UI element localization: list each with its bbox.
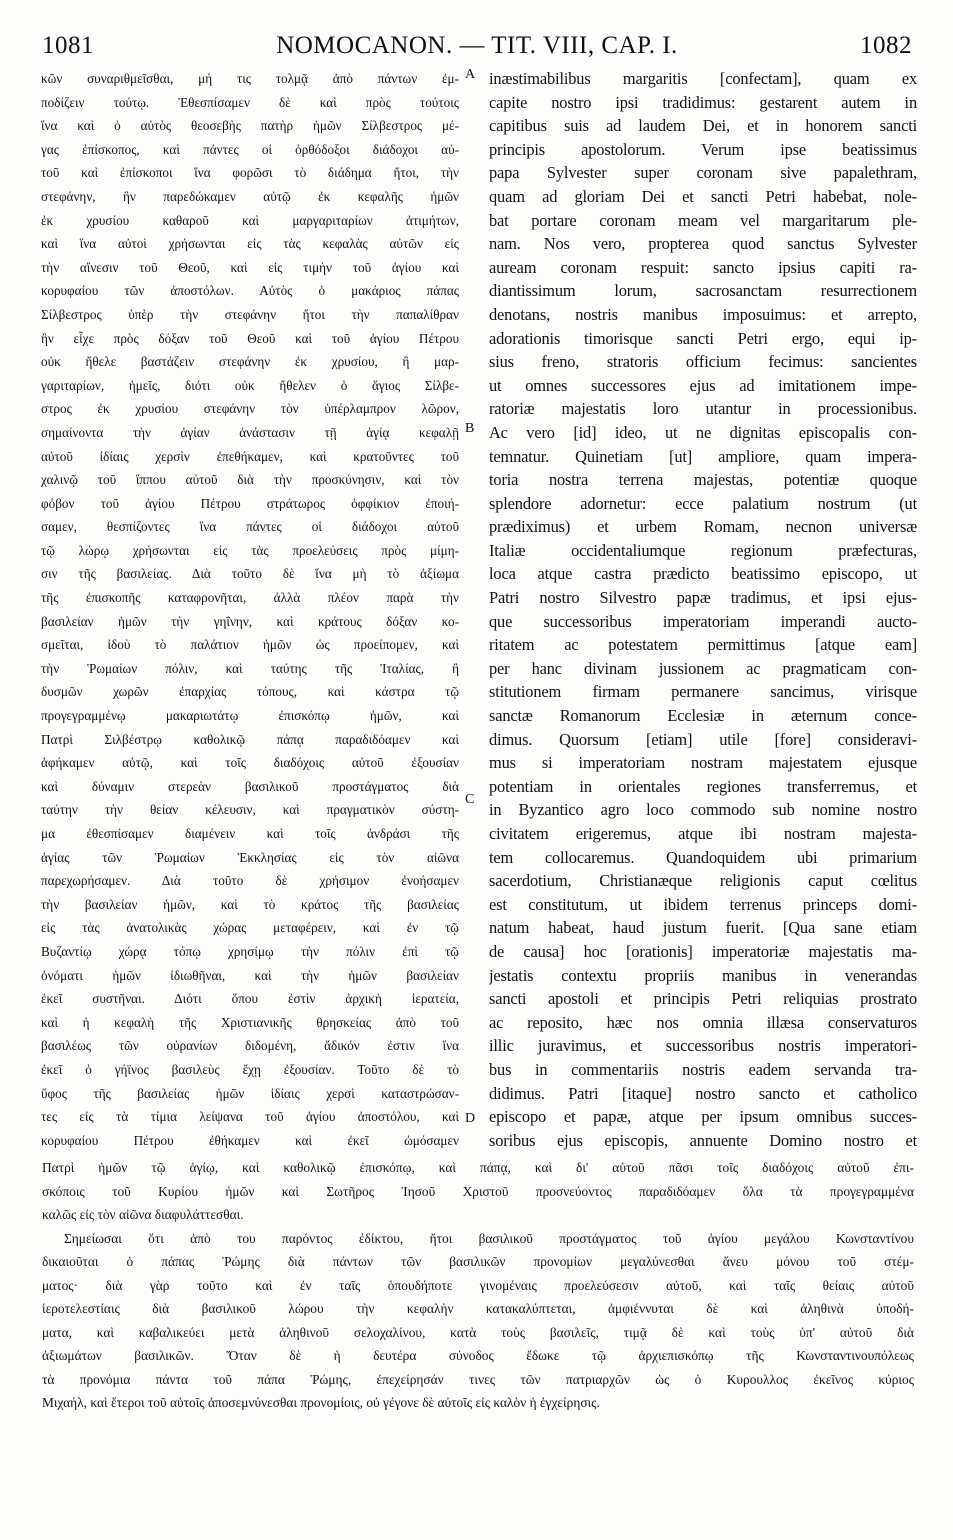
latin-text-line: principis apostolorum. Verum ipse beatissimus [489, 139, 917, 159]
greek-text-line: σμεῖται, ἰδοὺ τὸ παλάτιον ἡμῶν ὡς προείπομεν, καὶ [41, 637, 459, 653]
latin-text-line: Italiæ occidentaliumque regionum præfecturas, [489, 540, 917, 560]
greek-text-line: φόβον τοῦ ἁγίου Πέτρου στράτωρος ὀφφίκιον ἐποιή- [41, 495, 459, 511]
greek-text-line: ἁγίας τῶν Ῥωμαίων Ἐκκλησίας εἰς τὸν αἰῶνα [41, 849, 459, 865]
greek-text-line [41, 1152, 459, 1154]
latin-text-line: potentiam in orientales regiones transferremus, et [489, 776, 917, 796]
running-title: NOMOCANON. — TIT. VIII, CAP. I. [276, 32, 678, 59]
latin-text-line: jestatis contextu propriis manibus in venerandas [489, 965, 917, 985]
greek-text-line: στρος ἐκ χρυσίου στεφάνην τὸν ὑπέρλαμπρον λῶρον, [41, 401, 459, 417]
bottom-text-line: ματος· διὰ γὰρ τοῦτο καὶ ἐν ταῖς ὁπουδήποτε γινομέναις προελεύσεσιν αὐτοῦ, καὶ ταῖς θείαις αὐτοῦ [42, 1277, 914, 1293]
greek-text-line: σαμεν, θεσπίζοντες ἵνα πάντες οἱ διάδοχοι αὐτοῦ [41, 519, 459, 535]
bottom-text-line: δικαιοῦται ὁ πάπας Ῥώμης διὰ πάντων τῶν βασιλικῶν προνομίων μεγαλύνεσθαι ἄνευ μόνου τοῦ στέμ- [42, 1254, 914, 1269]
greek-text-line: χαλινῷ τοῦ ἵππου αὐτοῦ διὰ τὴν προσκύνησιν, καὶ τὸν [41, 472, 459, 488]
bottom-text-line: Πατρὶ ἡμῶν τῷ ἁγίῳ, καὶ καθολικῷ ἐπισκόπῳ, καὶ πάπᾳ, καὶ δι' αὐτοῦ πᾶσι τοῖς διαδόχοις αὐτοῦ ἐπι- [42, 1160, 914, 1175]
greek-text-line: κῶν συναριθμεῖσθαι, μή τις τολμᾷ ἀπὸ πάντων ἐμ- [41, 71, 459, 86]
greek-text-line: αὐτοῦ ἰδίαις χερσὶν ἐπεθήκαμεν, καὶ κρατοῦντες τοῦ [41, 448, 459, 464]
latin-text-line: per hanc divinam jussionem ac pragmaticam con- [489, 658, 917, 678]
greek-text-line: παρεχωρήσαμεν. Διὰ τοῦτο δὲ χρήσιμον ἐνοήσαμεν [41, 873, 459, 889]
greek-text-line: κορυφαίου τῶν ἀποστόλων. Αὐτὸς ὁ μακάριος πάπας [41, 283, 459, 299]
latin-text-line: ut omnes successores ejus ad imitationem impe- [489, 375, 917, 395]
bottom-text-line: σκόποις τοῦ Κυρίου ἡμῶν καὶ Σωτῆρος Ἰησοῦ Χριστοῦ προσνεύοντος παραδιδόαμεν ὅλα τὰ προγεγραμμένα [42, 1183, 914, 1199]
latin-text-line: tem collocaremus. Quandoquidem ubi primarium [489, 847, 917, 867]
page-number-left: 1081 [42, 32, 94, 59]
greek-text-line: σιν τῆς βασιλείας. Διὰ τοῦτο δὲ ἵνα μὴ τὸ ἀξίωμα [41, 566, 459, 582]
latin-text-line: temnatur. Quinetiam [ut] ampliore, quam impera- [489, 446, 917, 466]
bottom-full-width-text [42, 1156, 914, 1415]
latin-text-line: in Byzantico agro loco commodo sub nomine nostro [489, 800, 917, 820]
page-number-right: 1082 [860, 32, 912, 59]
latin-text-line: toria nostra terrena majestas, potentiæ quoque [489, 470, 917, 490]
latin-text-line: bat portare coronam meam vel margaritarum ple- [489, 210, 917, 230]
latin-text-line: capite nostro ipsi tradidimus: gestarent autem in [489, 92, 917, 112]
margin-marker-d: D [465, 1111, 476, 1126]
latin-text-line: splendore adornetur: ecce palatium nostrum (ut [489, 493, 917, 513]
greek-text-line: κορυφαίου Πέτρου ἐθήκαμεν καὶ ἐκεῖ ὠμόσαμεν [41, 1132, 459, 1148]
latin-text-line: episcopo et papæ, atque per ipsum omnibus succes- [489, 1107, 917, 1127]
greek-text-line: τες εἰς τὰ τίμια λείψανα τοῦ ἁγίου ἀποστόλου, καὶ [41, 1109, 459, 1125]
latin-text-line: sancti apostoli et principis Petri reliquias prostrato [489, 989, 917, 1009]
greek-text-line: ἀφήκαμεν αὐτῷ, καὶ τοῖς διαδόχοις αὐτοῦ ἐξουσίαν [41, 755, 459, 771]
latin-text-line: sanctæ Romanorum Ecclesiæ in æternum conce- [489, 706, 917, 726]
latin-text-line: sius freno, stratoris officium fecimus: sancientes [489, 352, 917, 372]
greek-text-line: γας ἐπίσκοπος, καὶ πάντες οἱ ὀρθόδοξοι διάδοχοι αὐ- [41, 141, 459, 157]
latin-text-line: didimus. Patri [itaque] nostro sancto et catholico [489, 1083, 917, 1103]
margin-marker-b: B [465, 421, 475, 436]
latin-text-line: Ac vero [id] ideo, ut ne dignitas episcopalis con- [489, 422, 917, 442]
latin-text-line: est constitutum, ut ibidem terrenus princeps domi- [489, 894, 917, 914]
greek-text-line: σημαίνοντα τὴν ἁγίαν ἀνάστασιν τῇ ἁγίᾳ κεφαλῇ [41, 424, 459, 440]
bottom-text-line: ματα, καὶ καβαλικεύει μετὰ ἀληθινοῦ σελοχαλίνου, κατὰ τοὺς βασιλεῖς, τιμᾷ δὲ καὶ τοὺς ὑπ' αὐτοῦ διὰ [42, 1324, 914, 1340]
greek-text-line: δυσμῶν χωρῶν ἐπαρχίας τόπους, καὶ κάστρα τῷ [41, 684, 459, 700]
latin-text-line: Patri nostro Silvestro papæ tradimus, et ipsi ejus- [489, 588, 917, 608]
greek-text-line: τῷ λώρῳ χρήσωνται εἰς τὰς προελεύσεις πρὸς μίμη- [41, 542, 459, 558]
latin-text-line: papa Sylvester super coronam sive papalethram, [489, 163, 917, 183]
page-header [42, 32, 912, 72]
latin-text-line: que successoribus imperatoriam imperandi aucto- [489, 611, 917, 631]
latin-column [489, 67, 917, 1154]
greek-text-line: ποδίζειν τούτῳ. Ἐθεσπίσαμεν δὲ καὶ πρὸς τούτοις [41, 94, 459, 110]
greek-text-line: Πατρὶ Σιλβέστρῳ καθολικῷ πάπᾳ παραδιδόαμεν καὶ [41, 731, 459, 747]
latin-text-line: ritatem ac potestatem permittimus [atque eam] [489, 635, 917, 655]
bottom-text-line: τὰ προνόμια πάντα τοῦ πάπα Ῥώμης, ἐπεχείρησάν τινες τῶν πατριαρχῶν ὡς ὁ Κυρουλλος ἐκεῖνος κύριος [42, 1371, 914, 1387]
latin-text-line: ac reposito, hæc nos omnia illæsa conservaturos [489, 1012, 917, 1032]
greek-text-line: βασιλείαν ἡμῶν τὴν γηΐνην, καὶ κράτους δόξαν κο- [41, 613, 459, 629]
latin-text-line: loca atque castra prædicto beatissimo episcopo, ut [489, 564, 917, 584]
greek-text-line: ἐκεῖ ὁ γήϊνος βασιλεὺς ἔχῃ ἐξουσίαν. Τοῦτο δὲ τὸ [41, 1061, 459, 1077]
greek-column [41, 67, 459, 1154]
latin-text-line: inæstimabilibus margaritis [confectam], quam ex [489, 69, 917, 88]
latin-text-line: stitutionem firmam permanere sancimus, virisque [489, 682, 917, 702]
greek-text-line: καὶ ἡ κεφαλὴ τῆς Χριστιανικῆς θρησκείας ἀπὸ τοῦ [41, 1014, 459, 1030]
latin-text-line: denotans, nostris manibus imposuimus: et arrepto, [489, 304, 917, 324]
latin-text-line: nam. Nos vero, propterea quod sanctus Sylvester [489, 234, 917, 254]
latin-text-line: sacerdotium, Christianæque religionis caput cœlitus [489, 871, 917, 891]
greek-text-line: οὐκ ἤθελε βαστάζειν στεφάνην ἐκ χρυσίου, ἢ μαρ- [41, 354, 459, 370]
greek-text-line: βασιλέως τῶν οὐρανίων διδομένη, ἄδικόν ἐστιν ἵνα [41, 1038, 459, 1054]
latin-text-line: de causa] hoc [orationis] imperatoriæ majestatis ma- [489, 941, 917, 961]
bottom-text-line: ἱεροτελεστίαις διὰ βασιλικοῦ λώρου τὴν κεφαλὴν κατακαλύπτεται, ἀμφιέννυται δὲ καὶ ἀληθινὰ ὑποδή- [42, 1301, 914, 1316]
latin-text-line: illic juravimus, et successoribus nostris imperatori- [489, 1036, 917, 1056]
latin-text-line: mus si imperatoriam nostram majestatem ejusque [489, 753, 917, 773]
greek-text-line: εἰς τὰς ἀνατολικὰς χώρας μεταφέρειν, καὶ ἐν τῷ [41, 920, 459, 936]
latin-text-line: natum habeat, haud justum fuerit. [Qua sane etiam [489, 918, 917, 938]
margin-marker-a: A [465, 67, 476, 82]
greek-text-line: τοῦ καὶ ἐπίσκοποι ἵνα φορῶσι τὸ διάδημα ἤτοι, τὴν [41, 165, 459, 181]
greek-text-line: μα ἐθεσπίσαμεν διαμένειν καὶ τοῖς ἀνδράσι τῆς [41, 826, 459, 841]
latin-text-line: civitatem erigeremus, atque ibi nostram majesta- [489, 824, 917, 843]
greek-text-line: ἵνα καὶ ὁ αὐτὸς θεοσεβὴς πατὴρ ἡμῶν Σίλβεστρος μέ- [41, 118, 459, 134]
greek-text-line: τῆς ἐπισκοπῆς καταφρονῆται, ἀλλὰ πλέον παρὰ τὴν [41, 590, 459, 606]
greek-text-line: τὴν βασιλείαν ἡμῶν, καὶ τὸ κράτος τῆς βασιλείας [41, 896, 459, 912]
greek-text-line: ὕφος τῆς βασιλείας ἡμῶν ἰδίαις χερσὶ καταστρώσαν- [41, 1085, 459, 1101]
greek-text-line: στεφάνην, ἣν παρεδώκαμεν αὐτῷ ἐκ κεφαλῆς ἡμῶν [41, 188, 459, 204]
greek-text-line: ἐκ χρυσίου καθαροῦ καὶ μαργαριταρίων ἀτιμήτων, [41, 212, 459, 228]
latin-text-line: ratoriæ majestatis loro utantur in processionibus. [489, 399, 917, 419]
margin-marker-c: C [465, 792, 475, 807]
greek-text-line: τὴν Ῥωμαίων πόλιν, καὶ ταύτης τῆς Ἰταλίας, ἢ [41, 660, 459, 676]
bottom-text-line: Σημείωσαι ὅτι ἀπὸ του παρόντος ἐδίκτου, ἤτοι βασιλικοῦ προστάγματος τοῦ ἁγίου μεγάλου Κωνσταντίνου [64, 1230, 914, 1246]
latin-text-line: quam ad gloriam Dei et sancti Petri habebat, nole- [489, 186, 917, 206]
greek-text-line: καὶ δύναμιν στερεὰν βασιλικοῦ προστάγματος διὰ [41, 778, 459, 794]
latin-text-line: soribus ejus episcopis, annuente Domino nostro et [489, 1130, 917, 1150]
latin-text-line [489, 1152, 917, 1154]
greek-text-line: τὴν αἴνεσιν τοῦ Θεοῦ, καὶ εἰς τιμὴν τοῦ ἁγίου καὶ [41, 259, 459, 275]
greek-text-line: ταύτην τὴν θείαν κέλευσιν, καὶ πραγματικὸν σύστη- [41, 802, 459, 818]
latin-text-line: adorationis timorisque sancti Petri ergo, equi ip- [489, 328, 917, 348]
latin-text-line: auream coronam respuit: sancto ipsius capiti ra- [489, 257, 917, 277]
greek-text-line: ἐκεῖ συστῆναι. Διότι ὅπου ἐστὶν ἀρχικὴ ἱερατεία, [41, 991, 459, 1007]
greek-text-line: ἣν εἶχε πρὸς δόξαν τοῦ Θεοῦ καὶ τοῦ ἁγίου Πέτρου [41, 330, 459, 346]
latin-text-line: bus in commentariis nostris eadem servanda tra- [489, 1059, 917, 1079]
latin-text-line: diantissimum lorum, sacrosanctam resurrectionem [489, 281, 917, 301]
latin-text-line: capitibus suis ad laudem Dei, et in honorem sancti [489, 116, 917, 136]
bottom-text-line: ἀξιωμάτων βασιλικῶν. Ὅταν δὲ ἡ δευτέρα σύνοδος ἔδωκε τῷ ἀρχιεπισκόπῳ τῆς Κωνσταντινουπόλεως [42, 1348, 914, 1363]
greek-text-line: ὀνόματι ἡμῶν ἰδιωθῆναι, καὶ τὴν ἡμῶν βασιλείαν [41, 967, 459, 983]
latin-text-line: dimus. Quorsum [etiam] utile [fore] consideravi- [489, 729, 917, 749]
greek-text-line: Σίλβεστρος ὑπὲρ τὴν στεφάνην ἤτοι τὴν παπαλίθραν [41, 306, 459, 322]
latin-text-line: prædiximus) et urbem Romam, necnon universæ [489, 517, 917, 537]
greek-text-line: καὶ ἵνα αὐτοὶ χρήσωνται εἰς τὰς κεφαλὰς αὐτῶν εἰς [41, 236, 459, 252]
bottom-text-line: Μιχαήλ, καὶ ἕτεροι τοῦ αὐτοῖς ἀποσεμνύνεσθαι προνομίοις, οὐ γέγονε δὲ αὐτοῖς εἰς καλὸν ἡ ἐγχείρησις. [42, 1395, 600, 1410]
greek-text-line: προγεγραμμένῳ μακαριωτάτῳ ἐπισκόπῳ ἡμῶν, καὶ [41, 708, 459, 724]
greek-text-line: γαριταρίων, ἡμεῖς, διότι οὐκ ἤθελεν ὁ ἅγιος Σίλβε- [41, 377, 459, 393]
bottom-text-line: καλῶς εἰς τὸν αἰῶνα διαφυλάττεσθαι. [42, 1207, 244, 1222]
greek-text-line: Βυζαντίῳ χώρᾳ τόπῳ χρησίμῳ τὴν πόλιν ἐπὶ τῷ [41, 943, 459, 959]
